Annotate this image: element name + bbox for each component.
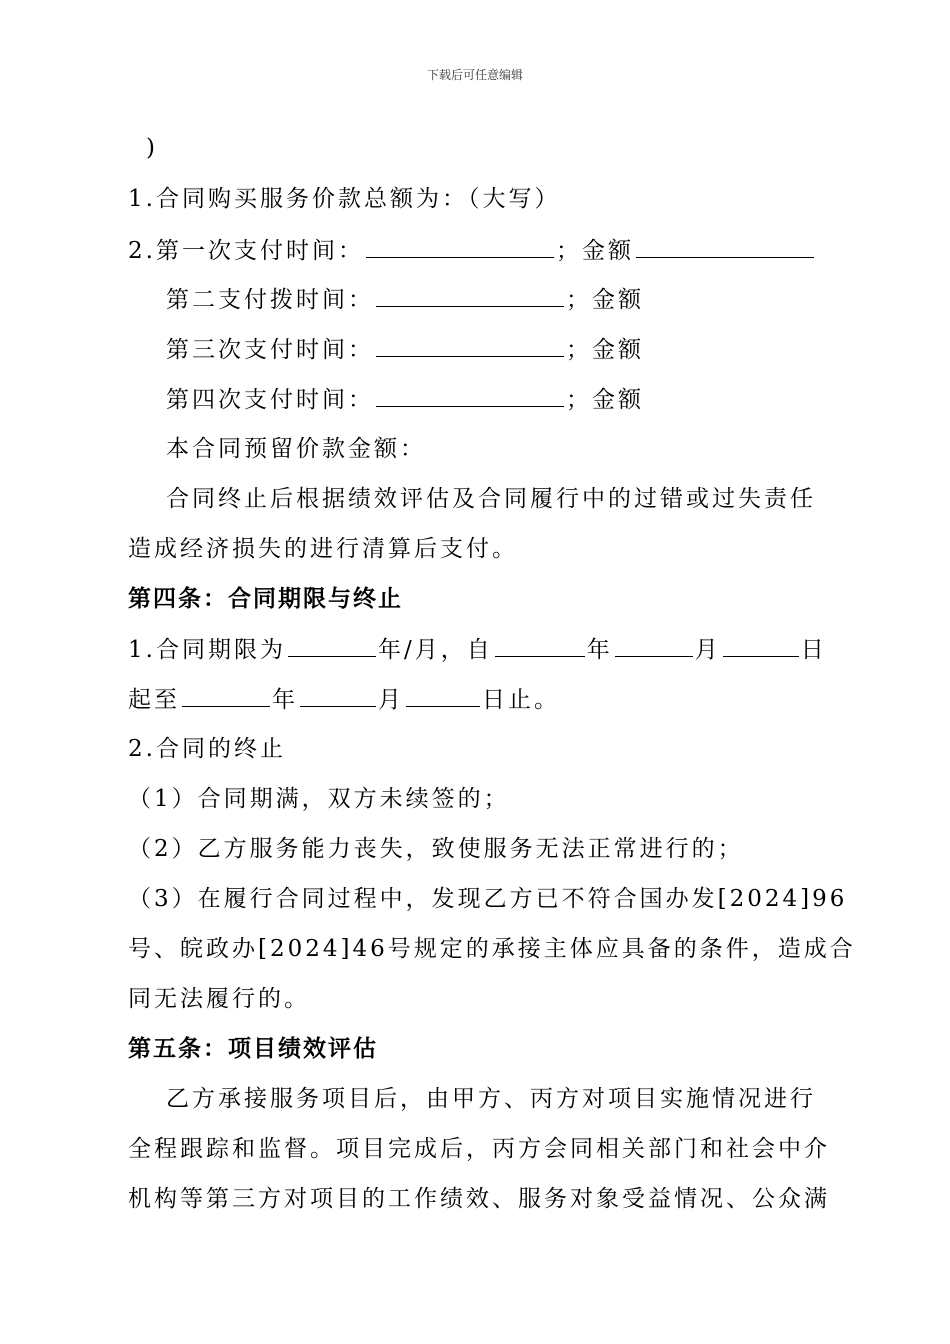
start-day-blank [723, 634, 799, 657]
evaluation-para-line1: 乙方承接服务项目后，由甲方、丙方对项目实施情况进行 [166, 1086, 816, 1112]
first-payment-line [128, 235, 816, 266]
start-month-blank [615, 634, 693, 657]
closing-paren: ) [146, 135, 158, 161]
termination-item-3-line1: （3）在履行合同过程中，发现乙方已不符合国办发[2024]96 [128, 886, 848, 912]
second-payment-label: 第二支付拨时间： [166, 287, 374, 313]
term-unit-label: 年/月，自 [377, 637, 493, 663]
contract-term-line [128, 634, 827, 665]
termination-item-3-line3: 同无法履行的。 [128, 986, 310, 1012]
reserved-price-line: 本合同预留价款金额： [166, 436, 426, 462]
contract-end-line [128, 684, 560, 715]
term-length-blank [288, 634, 376, 657]
end-from-label: 起至 [128, 687, 180, 713]
article-five-heading: 第五条：项目绩效评估 [128, 1036, 378, 1062]
end-day-label: 日止。 [482, 687, 560, 713]
third-payment-line [166, 334, 644, 365]
contract-term-label: 1.合同期限为 [128, 637, 286, 663]
page-header: 下载后可任意编辑 [426, 68, 523, 82]
total-price-line: 1.合同购买服务价款总额为：（大写） [128, 186, 561, 212]
end-month-label: 月 [378, 687, 404, 713]
article-four-heading: 第四条：合同期限与终止 [128, 586, 403, 612]
fourth-payment-amount-label: ；金额 [566, 387, 644, 413]
second-payment-date-blank [376, 284, 564, 307]
end-day-blank [406, 684, 480, 707]
termination-item-3-line2: 号、皖政办[2024]46号规定的承接主体应具备的条件，造成合 [128, 936, 856, 962]
fourth-payment-line [166, 384, 644, 415]
evaluation-para-line2: 全程跟踪和监督。项目完成后，丙方会同相关部门和社会中介 [128, 1136, 830, 1162]
end-year-blank [182, 684, 270, 707]
termination-item-1: （1）合同期满，双方未续签的； [128, 786, 510, 812]
end-month-blank [300, 684, 376, 707]
end-year-label: 年 [272, 687, 298, 713]
third-payment-amount-label: ；金额 [566, 337, 644, 363]
third-payment-date-blank [376, 334, 564, 357]
second-payment-line [166, 284, 644, 315]
settlement-para-line1: 合同终止后根据绩效评估及合同履行中的过错或过失责任 [166, 486, 816, 512]
first-payment-amount-label: ；金额 [555, 238, 634, 264]
termination-item-2: （2）乙方服务能力丧失，致使服务无法正常进行的； [128, 836, 744, 862]
fourth-payment-label: 第四次支付时间： [166, 387, 374, 413]
first-payment-date-blank [366, 235, 554, 258]
first-payment-label: 2.第一次支付时间： [128, 238, 364, 264]
third-payment-label: 第三次支付时间： [166, 337, 374, 363]
evaluation-para-line3: 机构等第三方对项目的工作绩效、服务对象受益情况、公众满 [128, 1186, 830, 1212]
start-day-label: 日 [800, 637, 827, 663]
second-payment-amount-label: ；金额 [566, 287, 644, 313]
settlement-para-line2: 造成经济损失的进行清算后支付。 [128, 536, 518, 562]
fourth-payment-date-blank [376, 384, 564, 407]
start-year-blank [495, 634, 585, 657]
start-year-label: 年 [586, 637, 613, 663]
termination-heading: 2.合同的终止 [128, 736, 286, 762]
first-payment-amount-blank [636, 235, 814, 258]
start-month-label: 月 [694, 637, 721, 663]
